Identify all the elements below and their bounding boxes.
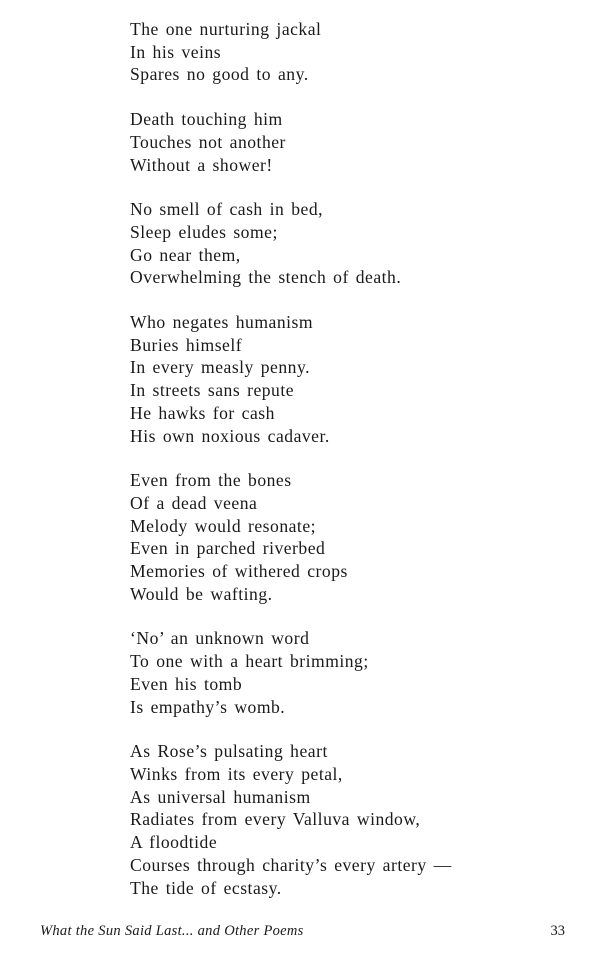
poem-line: Would be wafting. [130,583,273,604]
poem-line: The tide of ecstasy. [130,877,282,898]
poem-line: A floodtide [130,832,218,853]
poem-line: His own noxious cadaver. [130,425,330,446]
poem-line: Overwhelming the stench of death. [130,267,402,288]
stanza-1 [130,18,570,86]
poem-line: In every measly penny. [130,357,311,378]
poem-body [130,18,570,921]
poem-line: As universal humanism [130,786,311,807]
poem-line: The one nurturing jackal [130,19,322,39]
poem-line: Even his tomb [130,673,243,694]
poem-line: ‘No’ an unknown word [130,628,310,649]
page-number: 33 [550,923,565,939]
poem-line: He hawks for cash [130,402,275,423]
poem-line: Melody would resonate; [130,515,317,536]
poem-line: To one with a heart brimming; [130,651,369,672]
page-footer [40,923,565,945]
poem-line: Buries himself [130,334,243,355]
poem-line: Of a dead veena [130,492,258,513]
poem-line: Spares no good to any. [130,64,309,85]
stanza-7 [130,740,570,899]
poem-line: Sleep eludes some; [130,221,278,242]
poem-line: As Rose’s pulsating heart [130,741,328,762]
poem-line: Touches not another [130,131,286,152]
poem-line: Courses through charity’s every artery — [130,854,452,875]
poem-line: Radiates from every Valluva window, [130,809,421,830]
stanza-5 [130,469,570,605]
stanza-3 [130,198,570,289]
poem-line: Even in parched riverbed [130,538,326,559]
stanza-2 [130,108,570,176]
poem-line: In his veins [130,41,222,62]
poem-line: Go near them, [130,244,241,265]
poem-line: No smell of cash in bed, [130,199,324,220]
poem-line: Death touching him [130,109,283,130]
poem-line: Memories of withered crops [130,561,348,582]
book-title: What the Sun Said Last... and Other Poems [40,923,304,939]
poem-line: Who negates humanism [130,312,314,333]
poem-line: Winks from its every petal, [130,763,343,784]
poem-line: Even from the bones [130,470,292,491]
poem-line: Is empathy’s womb. [130,696,286,717]
stanza-4 [130,311,570,447]
poem-line: In streets sans repute [130,380,295,401]
poem-line: Without a shower! [130,154,273,175]
stanza-6 [130,627,570,718]
